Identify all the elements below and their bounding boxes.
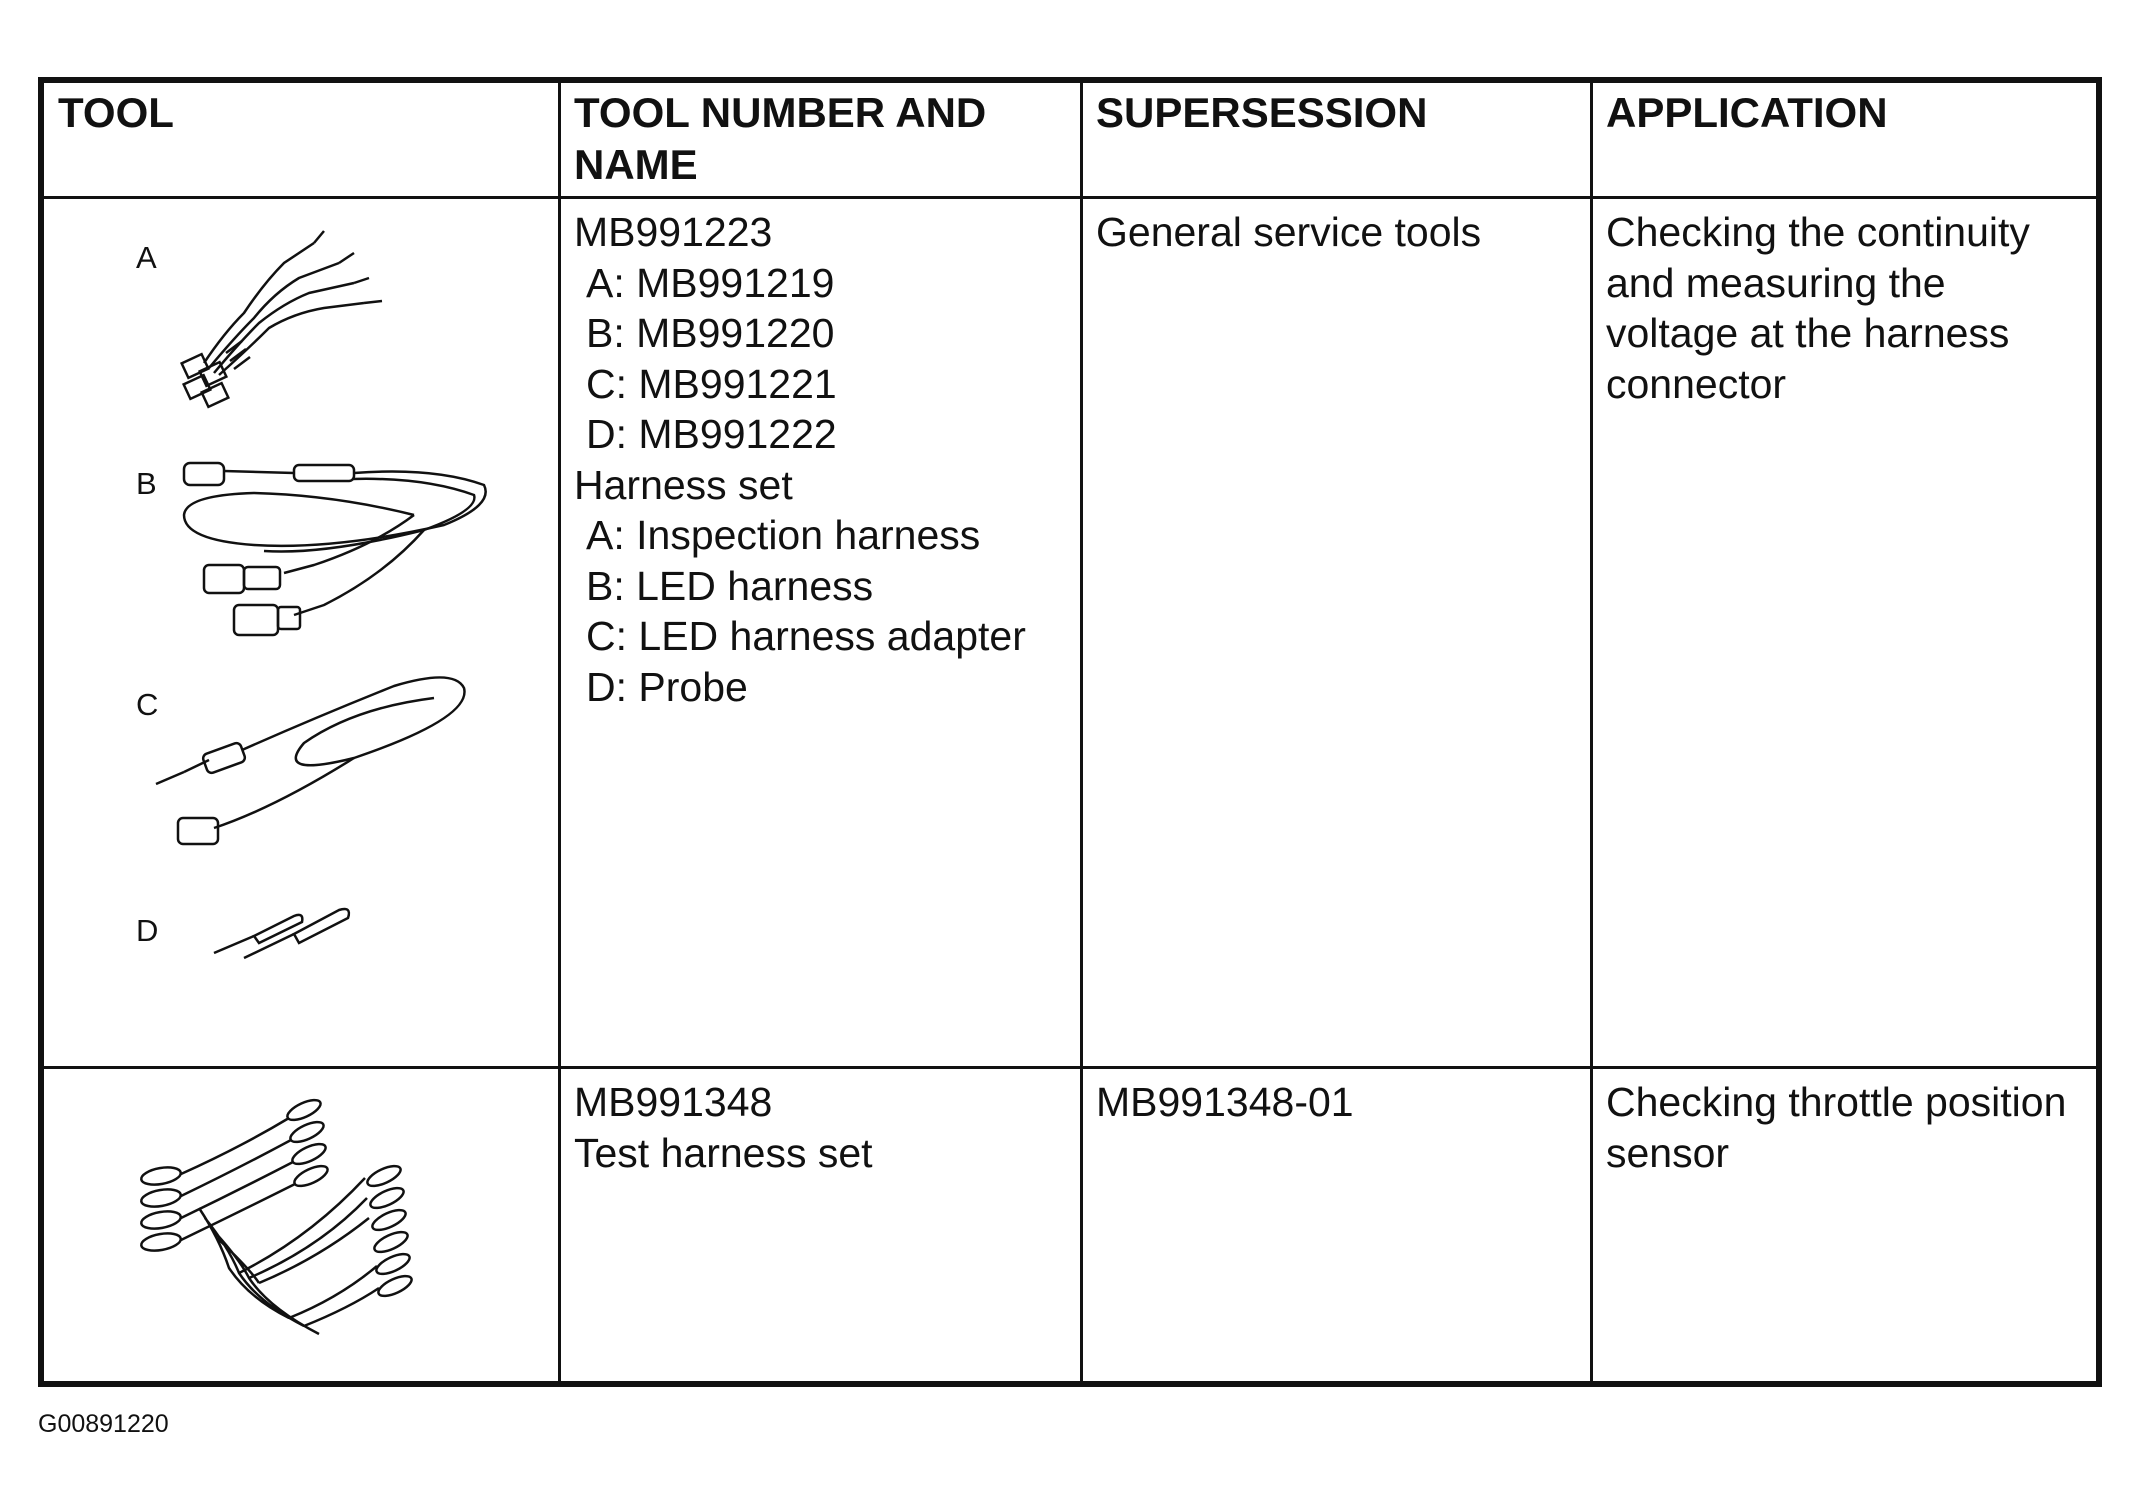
column-divider bbox=[558, 83, 561, 1381]
led-harness-illustration bbox=[174, 455, 494, 635]
application-line: sensor bbox=[1606, 1129, 1730, 1176]
tool-number-part: D: MB991222 bbox=[586, 411, 837, 457]
tool-part-name: C: LED harness adapter bbox=[586, 613, 1026, 659]
led-harness-adapter-illustration bbox=[154, 668, 484, 858]
inspection-harness-illustration bbox=[164, 223, 404, 403]
application-line: Checking throttle position bbox=[1606, 1079, 2067, 1125]
header-supersession: SUPERSESSION bbox=[1096, 89, 1428, 136]
supersession-text: MB991348-01 bbox=[1096, 1079, 1354, 1125]
tool-part-name: B: LED harness bbox=[586, 562, 874, 609]
tool-name: Harness set bbox=[574, 461, 793, 508]
header-divider bbox=[44, 196, 2096, 199]
tool-part-name: D: Probe bbox=[586, 663, 748, 710]
supersession-text: General service tools bbox=[1096, 209, 1482, 255]
row-divider bbox=[44, 1066, 2096, 1069]
application-1 bbox=[1606, 207, 2030, 409]
tool-letter-b: B bbox=[136, 466, 157, 501]
column-divider bbox=[1590, 83, 1593, 1381]
tool-letter-c: C bbox=[136, 687, 159, 722]
figure-id: G00891220 bbox=[38, 1410, 169, 1438]
application-line: Checking the continuity bbox=[1606, 209, 2030, 255]
tool-letter-d: D bbox=[136, 913, 159, 948]
test-harness-set-illustration bbox=[139, 1098, 429, 1338]
probe-illustration bbox=[214, 898, 364, 968]
tool-number: MB991348 bbox=[574, 1079, 773, 1125]
tool-part-name: A: Inspection harness bbox=[586, 512, 981, 558]
tool-name: Test harness set bbox=[574, 1129, 873, 1176]
supersession-2 bbox=[1096, 1077, 1354, 1128]
column-divider bbox=[1080, 83, 1083, 1381]
application-line: and measuring the bbox=[1606, 259, 1946, 306]
header-application: APPLICATION bbox=[1606, 89, 1888, 136]
tool-number-part: A: MB991219 bbox=[586, 259, 835, 306]
tool-number-and-name-2 bbox=[574, 1077, 873, 1178]
header-tool: TOOL bbox=[58, 89, 174, 136]
header-tool-number-and-name: TOOL NUMBER AND NAME bbox=[574, 89, 987, 188]
application-line: voltage at the harness bbox=[1606, 310, 2010, 356]
special-tools-table bbox=[38, 77, 2102, 1387]
tool-number-and-name-1 bbox=[574, 207, 1026, 712]
tool-letter-a: A bbox=[136, 240, 157, 275]
supersession-1 bbox=[1096, 207, 1481, 258]
application-2 bbox=[1606, 1077, 2066, 1178]
application-line: connector bbox=[1606, 360, 1787, 407]
tool-number-part: B: MB991220 bbox=[586, 310, 835, 356]
tool-number: MB991223 bbox=[574, 209, 773, 255]
tool-number-part: C: MB991221 bbox=[586, 360, 837, 407]
